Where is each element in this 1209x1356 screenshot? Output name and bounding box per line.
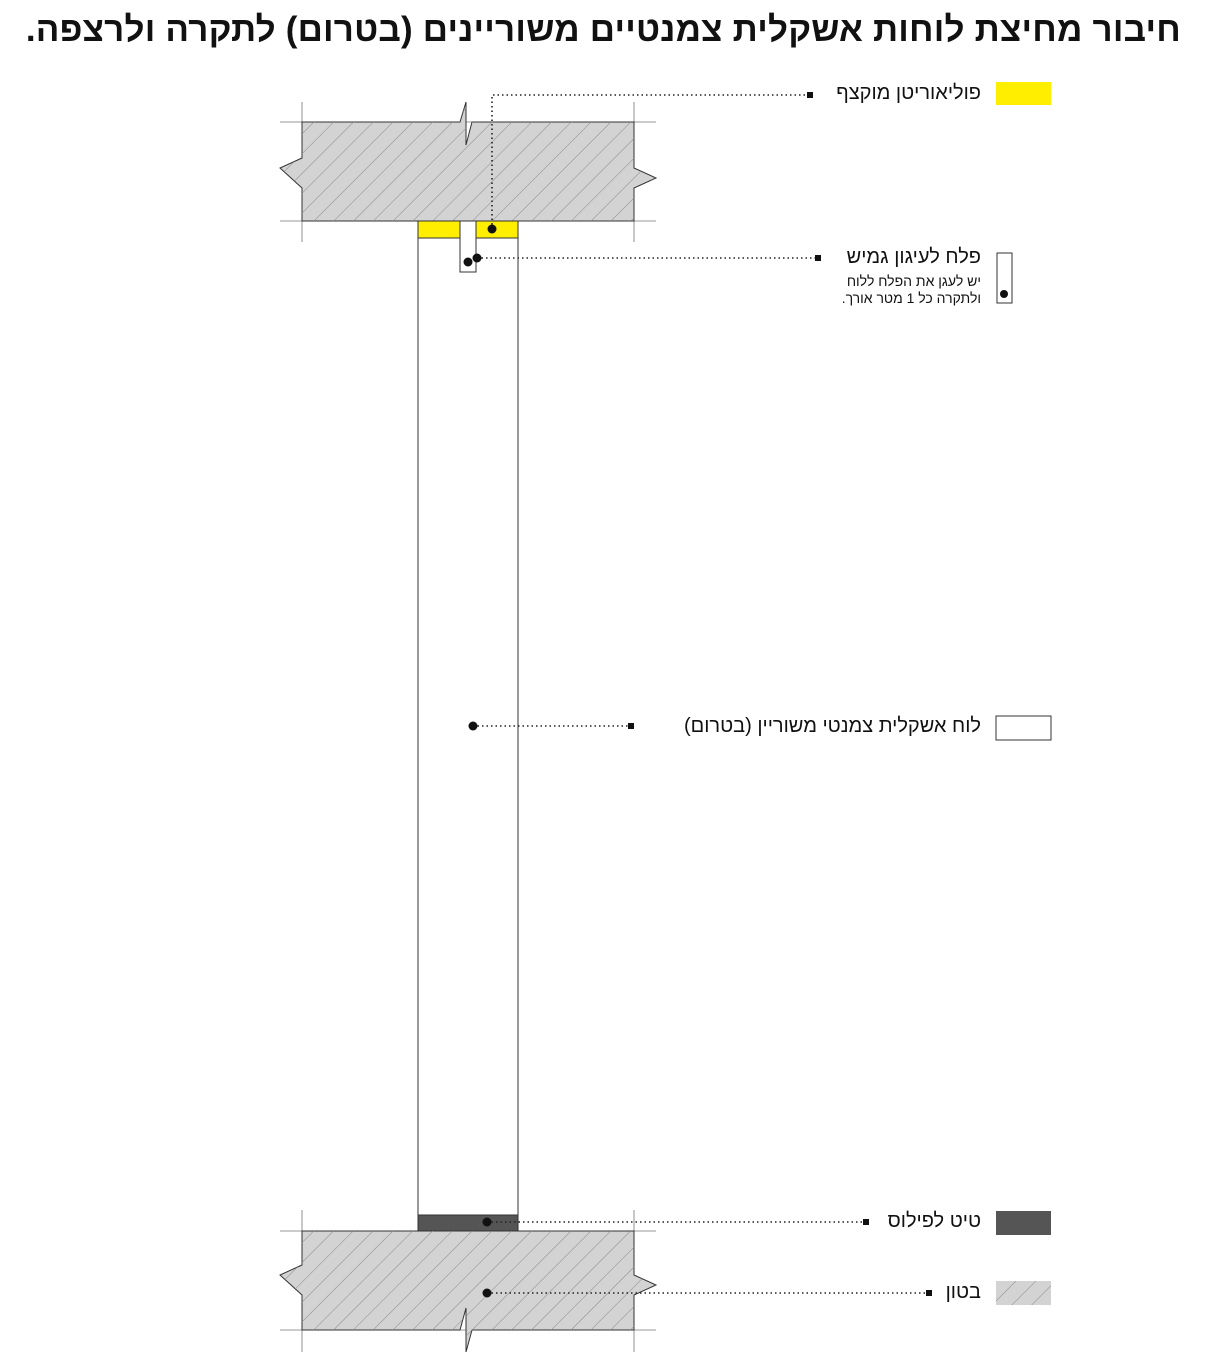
swatch-mortar xyxy=(996,1211,1051,1235)
foam-strip-right xyxy=(476,221,518,238)
precast-panel xyxy=(418,238,518,1215)
legend-label-mortar: טיט לפילוס xyxy=(887,1210,981,1232)
swatch-foam xyxy=(996,82,1051,105)
foam-strip-left xyxy=(418,221,460,238)
page-title: חיבור מחיצת לוחות אשקלית צמנטיים משוריינים (בטרום) לתקרה ולרצפה. xyxy=(25,10,1181,49)
legend-label-panel: לוח אשקלית צמנטי משוריין (בטרום) xyxy=(683,715,981,737)
legend-label-foam: פוליאוריטן מוקצף xyxy=(836,82,981,104)
legend-note-bracket-2: ולתקרה כל 1 מטר אורך. xyxy=(841,290,981,306)
legend-label-concrete: בטון xyxy=(945,1281,981,1303)
legend-note-bracket-1: יש לעגן את הפלח ללוח xyxy=(846,273,981,289)
swatch-panel xyxy=(996,716,1051,740)
legend-label-bracket: פלח לעיגון גמיש xyxy=(846,246,981,268)
leveling-mortar xyxy=(418,1215,518,1232)
